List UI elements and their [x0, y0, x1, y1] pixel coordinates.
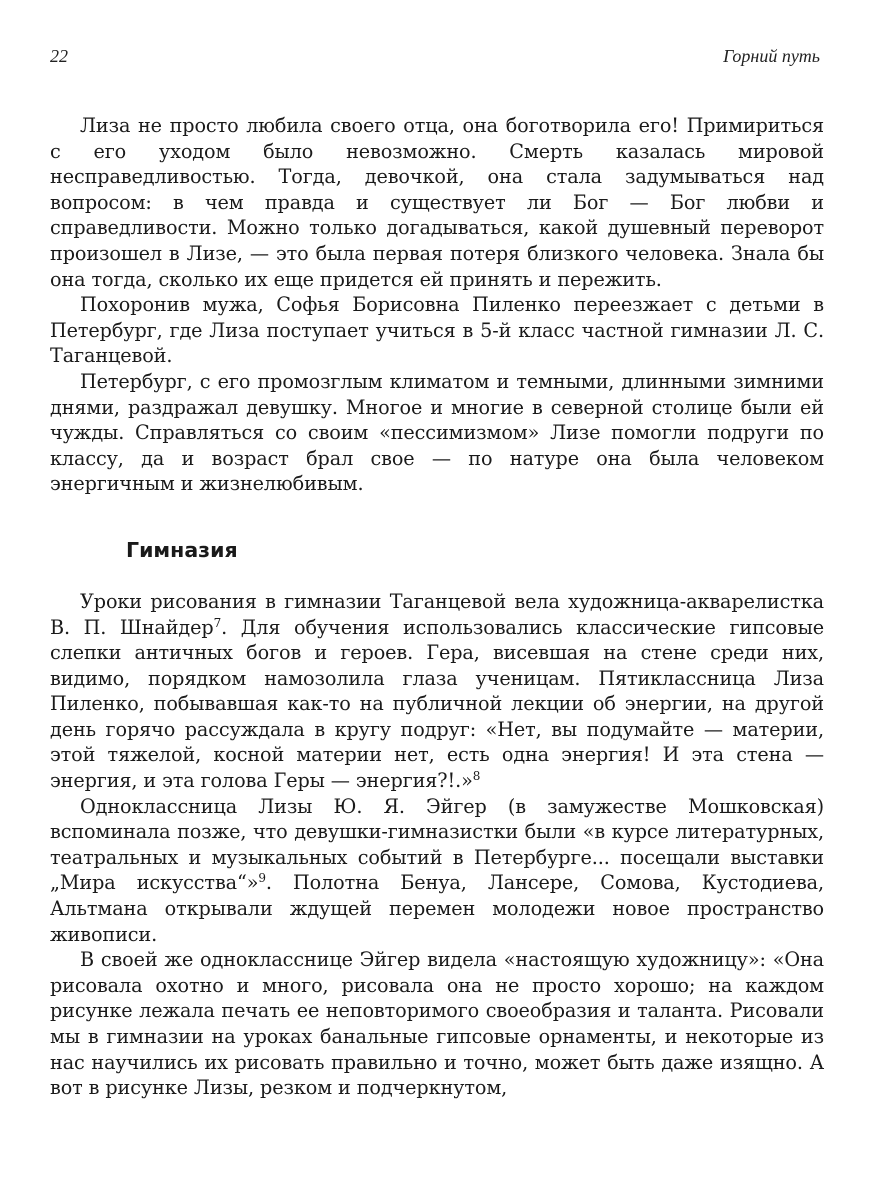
paragraph-text: . Для обучения использовались классические гипсовые слепки античных богов и героев. Гера, висевшая на стене среди них, видимо, порядком намозолила глаза ученицам. Пятиклассница Лиза Пиленко, побывавшая как-то на публичной лекции об энергии, на другой день горячо рассуждала в кругу подруг: «Нет, вы подумайте — материи, этой тяжелой, косной материи нет, есть одна энергия! И эта стена — энергия, и эта голова Геры — энергия?!.» — [50, 615, 825, 793]
footnote-ref: 8 — [472, 769, 481, 784]
footnote-ref: 9 — [258, 871, 266, 886]
body-text — [50, 113, 824, 1101]
page-number: 22 — [50, 46, 68, 66]
section-heading: Гимназия — [126, 537, 238, 562]
paragraph-text: Одноклассница Лизы Ю. Я. Эйгер (в замужестве Мошковская) вспоминала позже, что девушки-гимназистки были «в курсе литературных, театральных и музыкальных событий в Петербурге... посещали выставки „Мира искусства“» — [50, 794, 824, 895]
paragraph: В своей же однокласснице Эйгер видела «настоящую художницу»: «Она рисовала охотно и много, рисовала она не просто хорошо; на каждом рисунке лежала печать ее неповторимого своеобразия и таланта. Рисовали мы в гимназии на уроках банальные гипсовые орнаменты, и некоторые из нас научились их рисовать правильно и точно, может быть даже изящно. А вот в рисунке Лизы, резком и подчеркнутом, — [50, 948, 824, 1100]
paragraph: Лиза не просто любила своего отца, она боготворила его! Примириться с его уходом было невозможно. Смерть казалась мировой несправедливостью. Тогда, девочкой, она стала задумываться над вопросом: в чем правда и существует ли Бог — Бог любви и справедливости. Можно только догадываться, какой душевный переворот произошел в Лизе, — это была первая потеря близкого человека. Знала бы она тогда, сколько их еще придется ей принять и пережить. — [50, 114, 824, 291]
paragraph: Похоронив мужа, Софья Борисовна Пиленко переезжает с детьми в Петербург, где Лиза поступает учиться в 5-й класс частной гимназии Л. С. Таганцевой. — [50, 293, 824, 368]
paragraph-text: Уроки рисования в гимназии Таганцевой вела художница-акварелистка В. П. Шнайдер — [50, 589, 824, 639]
paragraph — [50, 589, 824, 794]
running-title: Горний путь — [723, 46, 820, 66]
running-head — [50, 46, 820, 67]
paragraph: Петербург, с его промозглым климатом и темными, длинными зимними днями, раздражал девушку. Многое и многие в северной столице были ей чужды. Справляться со своим «пессимизмом» Лизе помогли подруги по классу, да и возраст брал свое — по натуре она была человеком энергичным и жизнелюбивым. — [50, 369, 824, 496]
footnote-ref: 7 — [213, 615, 222, 630]
paragraph-text: . Полотна Бенуа, Лансере, Сомова, Кустодиева, Альтмана открывали ждущей перемен молодежи новое пространство живописи. — [50, 871, 825, 946]
paragraph — [50, 794, 824, 948]
